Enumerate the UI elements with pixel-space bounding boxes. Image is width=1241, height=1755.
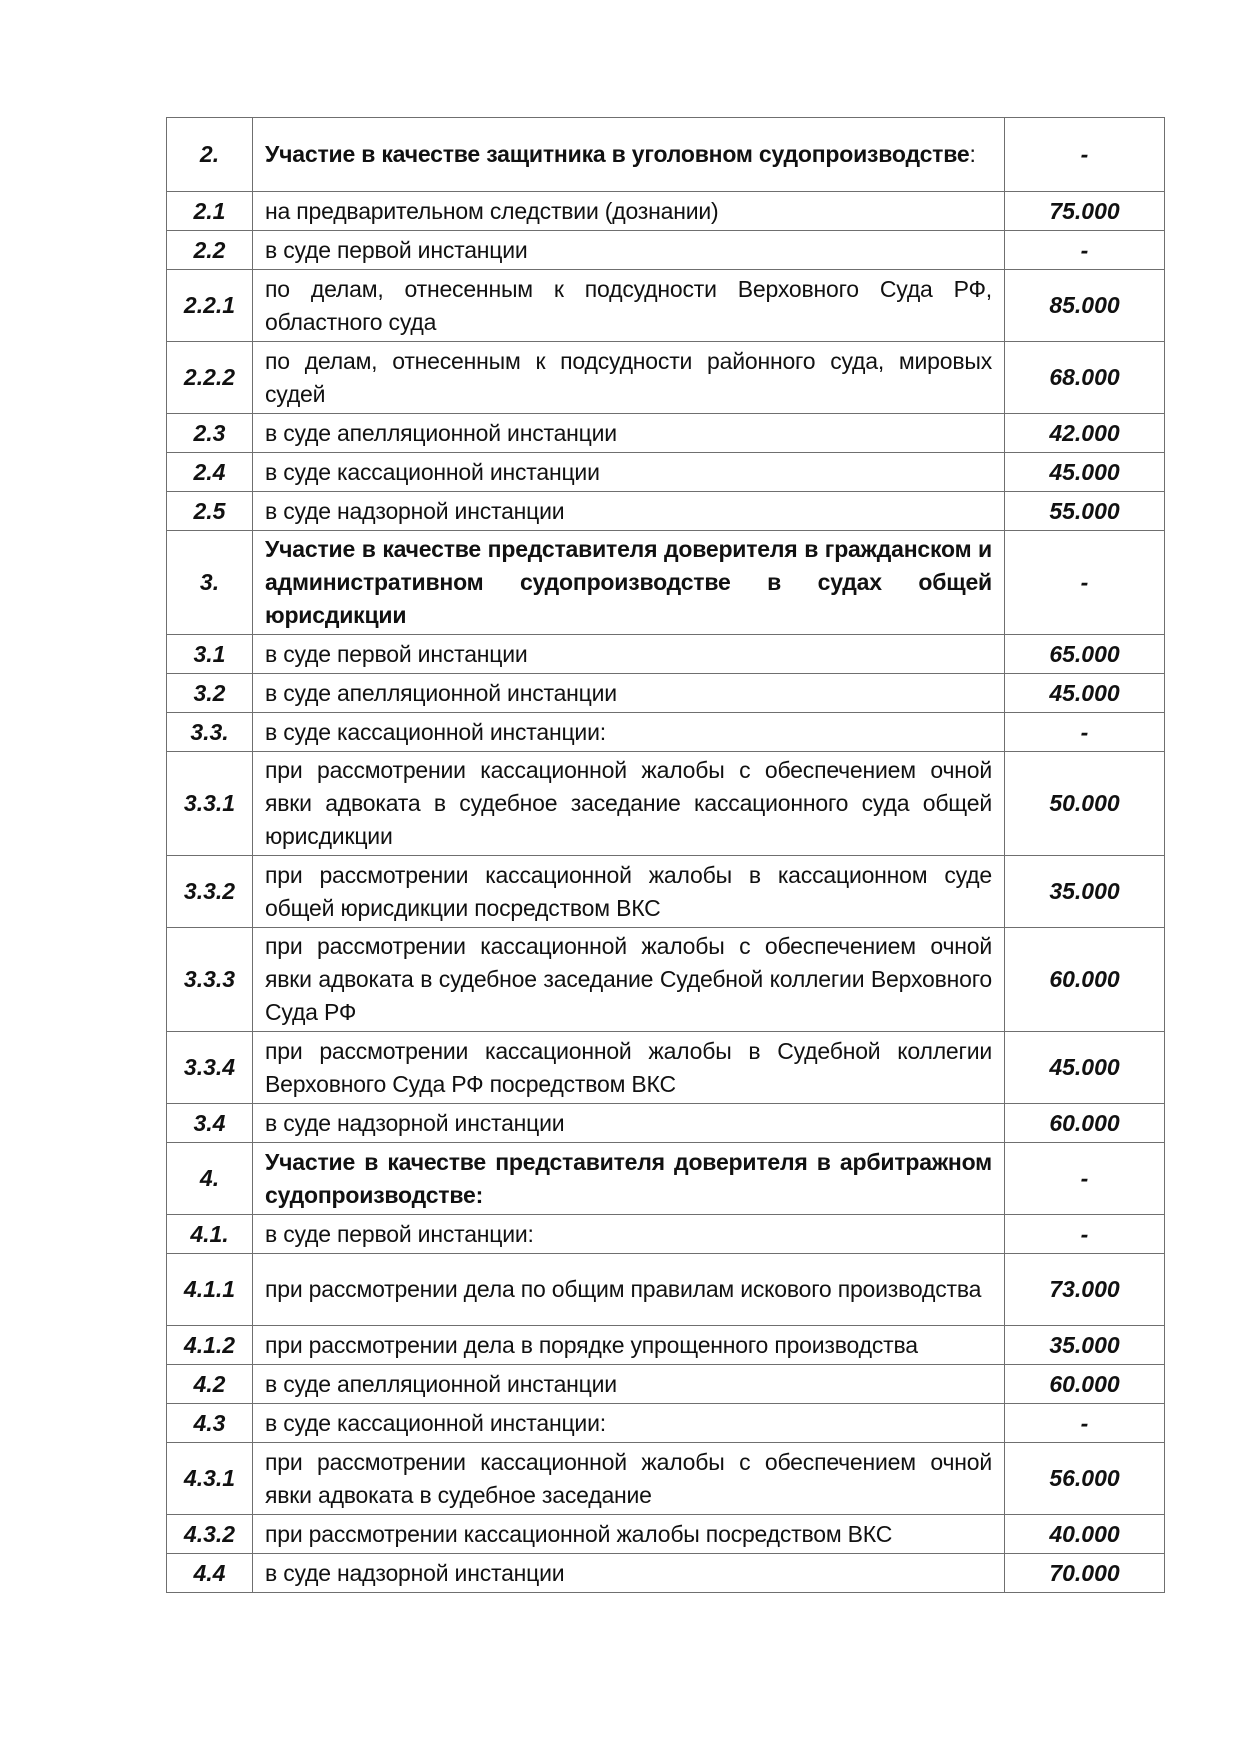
- table-row: [167, 856, 1165, 928]
- row-number: 2.2: [167, 231, 253, 270]
- table-row: [167, 928, 1165, 1032]
- row-description: при рассмотрении кассационной жалобы с обеспечением очной явки адвоката в судебное заседание кассационного суда общей юрисдикции: [253, 752, 1005, 856]
- row-number: 3.2: [167, 674, 253, 713]
- row-number: 4.4: [167, 1554, 253, 1593]
- table-row: [167, 1515, 1165, 1554]
- price: 60.000: [1005, 1104, 1165, 1143]
- row-number: 4.3: [167, 1404, 253, 1443]
- price: 35.000: [1005, 1326, 1165, 1365]
- row-number: 3.3.1: [167, 752, 253, 856]
- row-number: 2.3: [167, 414, 253, 453]
- section-title: Участие в качестве представителя доверителя в арбитражном судопроизводстве:: [253, 1143, 1005, 1215]
- row-description: при рассмотрении кассационной жалобы с обеспечением очной явки адвоката в судебное заседание: [253, 1443, 1005, 1515]
- row-number: 2.4: [167, 453, 253, 492]
- row-number: 3.3.4: [167, 1032, 253, 1104]
- row-description: при рассмотрении дела по общим правилам искового производства: [253, 1254, 1005, 1326]
- row-description: при рассмотрении кассационной жалобы в кассационном суде общей юрисдикции посредством ВКС: [253, 856, 1005, 928]
- section-title-tail: :: [969, 141, 976, 167]
- table-row: [167, 1554, 1165, 1593]
- table-row: [167, 492, 1165, 531]
- price: -: [1005, 118, 1165, 192]
- price: 75.000: [1005, 192, 1165, 231]
- price: 45.000: [1005, 1032, 1165, 1104]
- section-title-text: Участие в качестве защитника в уголовном судопроизводстве: [265, 141, 970, 167]
- row-number: 3.4: [167, 1104, 253, 1143]
- table-row: [167, 635, 1165, 674]
- row-description: в суде кассационной инстанции: [253, 453, 1005, 492]
- price: 56.000: [1005, 1443, 1165, 1515]
- section-row: [167, 1143, 1165, 1215]
- fee-table: [166, 117, 1165, 1593]
- table-row: [167, 1104, 1165, 1143]
- table-row: [167, 1404, 1165, 1443]
- row-number: 4.2: [167, 1365, 253, 1404]
- table-row: [167, 674, 1165, 713]
- row-number: 3.3.3: [167, 928, 253, 1032]
- table-row: [167, 1443, 1165, 1515]
- table-row: [167, 1365, 1165, 1404]
- price: -: [1005, 1143, 1165, 1215]
- row-number: 4.1.1: [167, 1254, 253, 1326]
- table-row: [167, 192, 1165, 231]
- row-description: по делам, отнесенным к подсудности районного суда, мировых судей: [253, 342, 1005, 414]
- section-row: [167, 531, 1165, 635]
- table-row: [167, 1326, 1165, 1365]
- row-number: 3.3.2: [167, 856, 253, 928]
- price: 50.000: [1005, 752, 1165, 856]
- table-row: [167, 342, 1165, 414]
- price: 60.000: [1005, 928, 1165, 1032]
- row-number: 4.3.2: [167, 1515, 253, 1554]
- price: -: [1005, 231, 1165, 270]
- table-row: [167, 1215, 1165, 1254]
- row-number: 4.1.2: [167, 1326, 253, 1365]
- row-number: 4.3.1: [167, 1443, 253, 1515]
- table-row: [167, 1254, 1165, 1326]
- row-number: 2.: [167, 118, 253, 192]
- row-description: при рассмотрении кассационной жалобы с обеспечением очной явки адвоката в судебное заседание Судебной коллегии Верховного Суда РФ: [253, 928, 1005, 1032]
- table-row: [167, 231, 1165, 270]
- table-row: [167, 453, 1165, 492]
- price: 68.000: [1005, 342, 1165, 414]
- row-description: при рассмотрении кассационной жалобы посредством ВКС: [253, 1515, 1005, 1554]
- row-description: по делам, отнесенным к подсудности Верховного Суда РФ, областного суда: [253, 270, 1005, 342]
- section-title: [253, 118, 1005, 192]
- row-description: в суде апелляционной инстанции: [253, 1365, 1005, 1404]
- price: 45.000: [1005, 453, 1165, 492]
- price: 35.000: [1005, 856, 1165, 928]
- table-row: [167, 270, 1165, 342]
- table-row: [167, 752, 1165, 856]
- row-number: 3.: [167, 531, 253, 635]
- price: -: [1005, 531, 1165, 635]
- section-title: Участие в качестве представителя доверителя в гражданском и административном судопроизводстве в судах общей юрисдикции: [253, 531, 1005, 635]
- price: 70.000: [1005, 1554, 1165, 1593]
- row-description: в суде кассационной инстанции:: [253, 1404, 1005, 1443]
- section-row: [167, 118, 1165, 192]
- price: 40.000: [1005, 1515, 1165, 1554]
- row-description: в суде первой инстанции: [253, 231, 1005, 270]
- table-row: [167, 1032, 1165, 1104]
- price: 85.000: [1005, 270, 1165, 342]
- row-number: 2.1: [167, 192, 253, 231]
- price: -: [1005, 1404, 1165, 1443]
- row-description: при рассмотрении кассационной жалобы в Судебной коллегии Верховного Суда РФ посредством ВКС: [253, 1032, 1005, 1104]
- row-description: в суде апелляционной инстанции: [253, 414, 1005, 453]
- price: 73.000: [1005, 1254, 1165, 1326]
- row-description: в суде надзорной инстанции: [253, 1554, 1005, 1593]
- table-row: [167, 414, 1165, 453]
- price: -: [1005, 1215, 1165, 1254]
- price: 55.000: [1005, 492, 1165, 531]
- price: -: [1005, 713, 1165, 752]
- row-number: 4.1.: [167, 1215, 253, 1254]
- price: 65.000: [1005, 635, 1165, 674]
- row-number: 4.: [167, 1143, 253, 1215]
- row-description: в суде первой инстанции: [253, 635, 1005, 674]
- row-description: на предварительном следствии (дознании): [253, 192, 1005, 231]
- row-number: 2.2.2: [167, 342, 253, 414]
- row-description: в суде первой инстанции:: [253, 1215, 1005, 1254]
- row-description: в суде надзорной инстанции: [253, 492, 1005, 531]
- row-description: в суде надзорной инстанции: [253, 1104, 1005, 1143]
- price: 45.000: [1005, 674, 1165, 713]
- row-description: в суде кассационной инстанции:: [253, 713, 1005, 752]
- row-number: 2.5: [167, 492, 253, 531]
- price: 42.000: [1005, 414, 1165, 453]
- row-description: в суде апелляционной инстанции: [253, 674, 1005, 713]
- row-number: 3.3.: [167, 713, 253, 752]
- row-description: при рассмотрении дела в порядке упрощенного производства: [253, 1326, 1005, 1365]
- row-number: 2.2.1: [167, 270, 253, 342]
- table-row: [167, 713, 1165, 752]
- price: 60.000: [1005, 1365, 1165, 1404]
- row-number: 3.1: [167, 635, 253, 674]
